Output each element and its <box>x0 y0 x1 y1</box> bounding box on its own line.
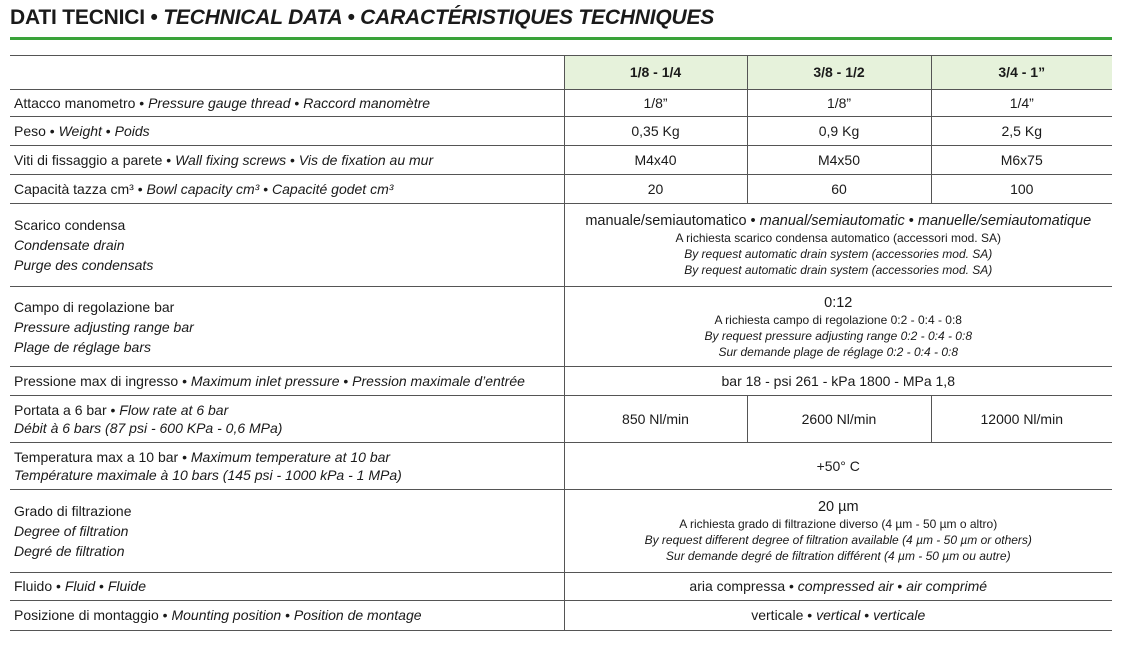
row-label: Viti di fissaggio a parete • Wall fixing screws • Vis de fixation au mur <box>10 146 564 175</box>
page-title <box>10 6 714 30</box>
row-label: Pressione max di ingresso • Maximum inlet pressure • Pression maximale d’entrée <box>10 367 564 396</box>
row-label: Posizione di montaggio • Mounting position • Position de montage <box>10 601 564 631</box>
cell-value: 2600 Nl/min <box>747 396 931 443</box>
cell-value: 1/8” <box>747 90 931 117</box>
row-label: Attacco manometro • Pressure gauge thread • Raccord manomètre <box>10 90 564 117</box>
row-label: Scarico condensa Condensate drain Purge des condensats <box>10 204 564 287</box>
cell-value: 0,35 Kg <box>564 117 747 146</box>
merged-cell-value: bar 18 - psi 261 - kPa 1800 - MPa 1,8 <box>564 367 1112 396</box>
merged-cell-value: 20 µm A richiesta grado di filtrazione diverso (4 µm - 50 µm o altro) By request different degree of filtration available (4 µm - 50 µm or others) Sur demande degré de filtration différent (4 µm - 50 µm ou autre) <box>564 490 1112 573</box>
table-row <box>10 367 1112 396</box>
title-fr: CARACTÉRISTIQUES TECHNIQUES <box>360 6 715 29</box>
table-row <box>10 490 1112 573</box>
row-label: Capacità tazza cm³ • Bowl capacity cm³ • Capacité godet cm³ <box>10 175 564 204</box>
cell-value: 1/8” <box>564 90 747 117</box>
row-label: Campo di regolazione bar Pressure adjusting range bar Plage de réglage bars <box>10 287 564 367</box>
merged-cell-value: aria compressa • compressed air • air comprimé <box>564 573 1112 601</box>
table-row <box>10 287 1112 367</box>
cell-value: 0,9 Kg <box>747 117 931 146</box>
row-label: Grado di filtrazione Degree of filtration Degré de filtration <box>10 490 564 573</box>
row-label: Portata a 6 bar • Flow rate at 6 bar Débit à 6 bars (87 psi - 600 KPa - 0,6 MPa) <box>10 396 564 443</box>
row-label: Temperatura max a 10 bar • Maximum temperature at 10 bar Température maximale à 10 bars (145 psi - 1000 kPa - 1 MPa) <box>10 443 564 490</box>
cell-value: 12000 Nl/min <box>931 396 1112 443</box>
table-row <box>10 443 1112 490</box>
cell-value: 60 <box>747 175 931 204</box>
merged-cell-value: 0:12 A richiesta campo di regolazione 0:2 - 0:4 - 0:8 By request pressure adjusting range 0:2 - 0:4 - 0:8 Sur demande plage de réglage 0:2 - 0:4 - 0:8 <box>564 287 1112 367</box>
table-row <box>10 175 1112 204</box>
column-header: 1/8 - 1/4 <box>564 56 747 90</box>
table-row <box>10 573 1112 601</box>
cell-value: 100 <box>931 175 1112 204</box>
column-header: 3/8 - 1/2 <box>747 56 931 90</box>
table-row <box>10 396 1112 443</box>
cell-value: 20 <box>564 175 747 204</box>
cell-value: M4x50 <box>747 146 931 175</box>
title-separator: • <box>341 6 361 29</box>
cell-value: 1/4” <box>931 90 1112 117</box>
title-en: TECHNICAL DATA <box>163 6 342 29</box>
table-row <box>10 90 1112 117</box>
column-header: 3/4 - 1” <box>931 56 1112 90</box>
title-underline <box>10 37 1112 40</box>
table-row <box>10 204 1112 287</box>
header-blank-cell <box>10 56 564 90</box>
merged-cell-value: +50° C <box>564 443 1112 490</box>
merged-cell-value: verticale • vertical • verticale <box>564 601 1112 631</box>
title-it: DATI TECNICI <box>10 6 145 29</box>
technical-data-table <box>10 55 1112 631</box>
table-header-row <box>10 56 1112 90</box>
cell-value: 850 Nl/min <box>564 396 747 443</box>
cell-value: 2,5 Kg <box>931 117 1112 146</box>
table-row <box>10 146 1112 175</box>
row-label: Peso • Weight • Poids <box>10 117 564 146</box>
cell-value: M4x40 <box>564 146 747 175</box>
title-separator: • <box>144 6 164 29</box>
merged-cell-value: manuale/semiautomatico • manual/semiautomatic • manuelle/semiautomatique A richiesta scarico condensa automatico (accessori mod. SA) By request automatic drain system (accessories mod. SA) By request automatic drain system (accessories mod. SA) <box>564 204 1112 287</box>
row-label: Fluido • Fluid • Fluide <box>10 573 564 601</box>
table-row <box>10 601 1112 631</box>
table-row <box>10 117 1112 146</box>
cell-value: M6x75 <box>931 146 1112 175</box>
